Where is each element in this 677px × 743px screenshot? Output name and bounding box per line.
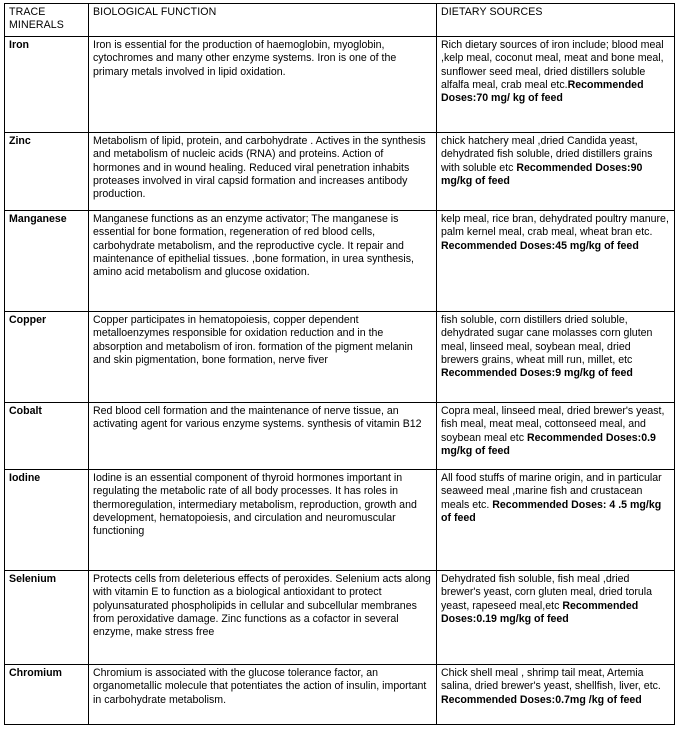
table-row — [5, 36, 675, 132]
mineral-name: Copper — [5, 311, 89, 402]
dietary-sources-text: All food stuffs of marine origin, and in particular seaweed meal ,marine fish and crustacean meals etc. — [441, 471, 662, 511]
dietary-sources-cell — [437, 570, 675, 664]
biological-function-cell: Chromium is associated with the glucose tolerance factor, an organometallic molecule that potentiates the action of insulin, important in carbohydrate metabolism. — [89, 664, 437, 724]
biological-function-cell: Red blood cell formation and the maintenance of nerve tissue, an activating agent for various enzyme systems. synthesis of vitamin B12 — [89, 402, 437, 469]
mineral-name: Selenium — [5, 570, 89, 664]
biological-function-cell: Manganese functions as an enzyme activator; The manganese is essential for bone formation, regeneration of red blood cells, carbohydrate metabolism, and the reproductive cycle. It repair and maintenance of epithelial tissues. ,bone formation, in urea synthesis, amino acid metabolism and glucose oxidation. — [89, 210, 437, 311]
header-row — [5, 4, 675, 37]
dietary-sources-text: Copra meal, linseed meal, dried brewer's yeast, fish meal, meat meal, cottonseed meal, and soybean meal etc — [441, 404, 665, 444]
recommended-dose: Recommended Doses:45 mg/kg of feed — [441, 239, 639, 252]
dietary-sources-cell — [437, 402, 675, 469]
dietary-sources-cell — [437, 664, 675, 724]
recommended-dose: Recommended Doses: 4 .5 mg/kg of feed — [441, 498, 662, 525]
mineral-name: Iron — [5, 36, 89, 132]
recommended-dose: Recommended Doses:0.7mg /kg of feed — [441, 693, 642, 706]
recommended-dose: Recommended Doses:0.19 mg/kg of feed — [441, 599, 639, 626]
table-row — [5, 664, 675, 724]
recommended-dose: Recommended Doses:0.9 mg/kg of feed — [441, 431, 656, 458]
recommended-dose: Recommended Doses:9 mg/kg of feed — [441, 367, 633, 380]
mineral-name: Cobalt — [5, 402, 89, 469]
dietary-sources-cell — [437, 36, 675, 132]
trace-minerals-table — [4, 3, 675, 725]
header-dietary-sources: DIETARY SOURCES — [437, 4, 675, 37]
table-row — [5, 311, 675, 402]
recommended-dose: Recommended Doses:90 mg/kg of feed — [441, 161, 643, 188]
dietary-sources-cell — [437, 210, 675, 311]
biological-function-cell: Iodine is an essential component of thyroid hormones important in regulating the metabolic rate of all body processes. It has roles in thermoregulation, intermediary metabolism, reproduction, growth and development, hematopoiesis, and circulation and neuromuscular functioning — [89, 469, 437, 570]
biological-function-cell: Protects cells from deleterious effects of peroxides. Selenium acts along with vitamin E to function as a biological antioxidant to protect polyunsaturated phospholipids in cellular and subcellular membranes from peroxidative damage. Zinc functions as a cofactor in several enzyme, make stress free — [89, 570, 437, 664]
dietary-sources-text: Dehydrated fish soluble, fish meal ,dried brewer's yeast, corn gluten meal, dried torula yeast, rapeseed meal,etc — [441, 572, 653, 612]
biological-function-cell: Metabolism of lipid, protein, and carbohydrate . Actives in the synthesis and metabolism of nucleic acids (RNA) and proteins. Action of hormones and in wound healing. Reduced viral penetration inhabits proteases involved in viral capsid formation and increases antibody production. — [89, 132, 437, 210]
dietary-sources-cell — [437, 132, 675, 210]
dietary-sources-text: kelp meal, rice bran, dehydrated poultry manure, palm kernel meal, crab meal, wheat bran etc. — [441, 212, 669, 239]
dietary-sources-text: fish soluble, corn distillers dried soluble, dehydrated sugar cane molasses corn gluten meal, linseed meal, soybean meal, dried brewers grains, wheat mill run, millet, etc — [441, 313, 653, 367]
table-row — [5, 210, 675, 311]
biological-function-cell: Iron is essential for the production of haemoglobin, myoglobin, cytochromes and many other enzyme systems. Iron is one of the primary metals involved in lipid oxidation. — [89, 36, 437, 132]
table-row — [5, 469, 675, 570]
header-biological-function: BIOLOGICAL FUNCTION — [89, 4, 437, 37]
dietary-sources-text: Chick shell meal , shrimp tail meat, Artemia salina, dried brewer's yeast, shellfish, liver, etc. — [441, 666, 661, 693]
mineral-name: Zinc — [5, 132, 89, 210]
table-row — [5, 402, 675, 469]
table-row — [5, 570, 675, 664]
header-trace-minerals: TRACE MINERALS — [5, 4, 89, 37]
mineral-name: Iodine — [5, 469, 89, 570]
mineral-name: Chromium — [5, 664, 89, 724]
dietary-sources-text: chick hatchery meal ,dried Candida yeast, dehydrated fish soluble, dried distillers grains with soluble etc — [441, 134, 653, 174]
dietary-sources-text: Rich dietary sources of iron include; blood meal ,kelp meal, coconut meal, meat and bone meal, sunflower seed meal, dried distillers soluble alfalfa meal, crab meal etc. — [441, 38, 664, 92]
biological-function-cell: Copper participates in hematopoiesis, copper dependent metalloenzymes responsible for oxidation reduction and in the absorption and metabolism of iron. formation of the pigment melanin and skin pigmentation, bone formation, nerve fiver — [89, 311, 437, 402]
mineral-name: Manganese — [5, 210, 89, 311]
recommended-dose: Recommended Doses:70 mg/ kg of feed — [441, 79, 644, 105]
table-row — [5, 132, 675, 210]
dietary-sources-cell — [437, 311, 675, 402]
dietary-sources-cell — [437, 469, 675, 570]
